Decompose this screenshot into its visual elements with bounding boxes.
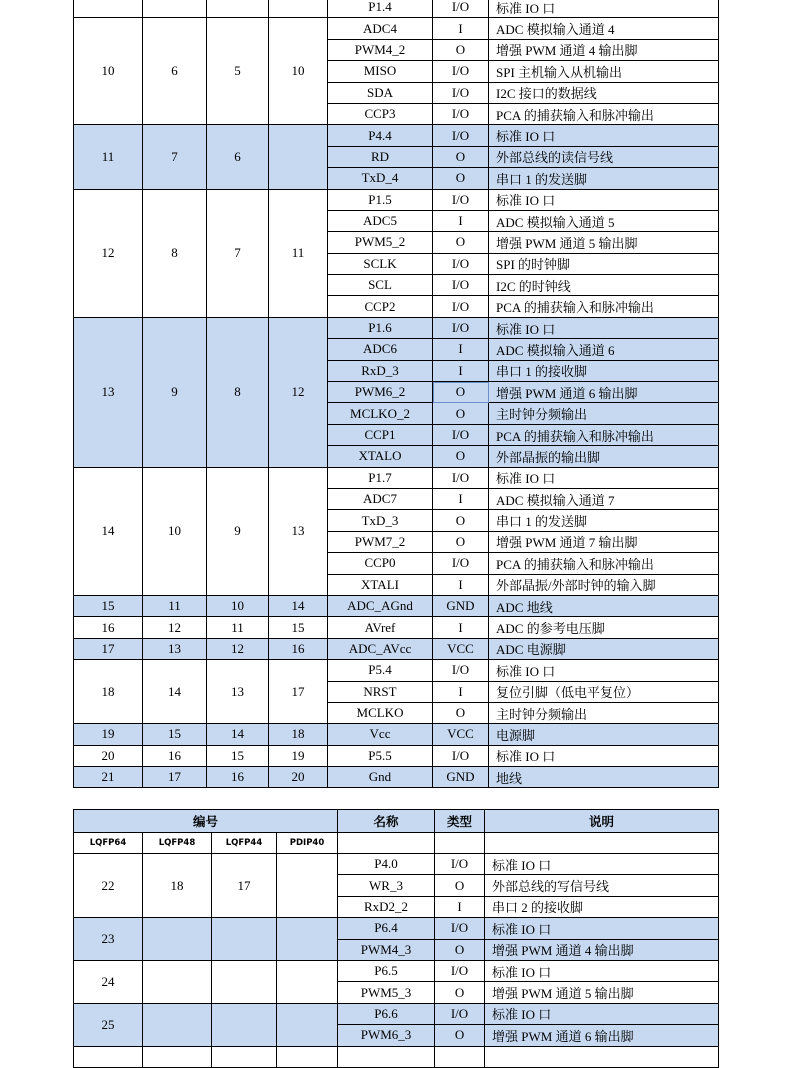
pin-name: P5.4 <box>328 660 433 681</box>
pin-lqfp44: 13 <box>207 660 269 724</box>
pin-type: I <box>433 18 489 39</box>
pin-pdip40: 19 <box>269 745 328 766</box>
pin-table-continued <box>73 0 719 788</box>
pin-name: ADC5 <box>328 210 433 231</box>
table-row <box>74 0 719 18</box>
pin-description: 外部总线的写信号线 <box>485 875 719 896</box>
pin-lqfp64: 21 <box>74 767 143 788</box>
pin-type: I/O <box>433 467 489 488</box>
pin-type: O <box>433 232 489 253</box>
pin-description: PCA 的捕获输入和脉冲输出 <box>489 296 719 317</box>
table-row <box>74 745 719 766</box>
pin-lqfp64 <box>74 0 143 18</box>
pin-lqfp64: 11 <box>74 125 143 189</box>
pin-type: O <box>435 939 485 960</box>
pin-name: WR_3 <box>338 875 435 896</box>
pin-description: 增强 PWM 通道 5 输出脚 <box>489 232 719 253</box>
pin-description: 增强 PWM 通道 4 输出脚 <box>489 39 719 60</box>
pin-description: 外部总线的读信号线 <box>489 146 719 167</box>
pin-description: 标准 IO 口 <box>489 0 719 18</box>
pin-lqfp44 <box>212 960 277 1003</box>
pin-lqfp48 <box>143 0 207 18</box>
pin-description: 标准 IO 口 <box>489 125 719 146</box>
pin-name: ADC6 <box>328 339 433 360</box>
pin-name: RxD2_2 <box>338 896 435 917</box>
pin-pdip40: 12 <box>269 317 328 467</box>
pin-name: P6.6 <box>338 1003 435 1024</box>
pin-description: 外部晶振的输出脚 <box>489 446 719 467</box>
pin-type: I <box>433 488 489 509</box>
pin-name: P1.4 <box>328 0 433 18</box>
pin-lqfp48: 9 <box>143 317 207 467</box>
pin-description: 标准 IO 口 <box>489 660 719 681</box>
pin-type: O <box>435 982 485 1003</box>
pin-description: 增强 PWM 通道 6 输出脚 <box>485 1025 719 1046</box>
pin-type: I/O <box>433 0 489 18</box>
pin-lqfp44: 8 <box>207 317 269 467</box>
pin-lqfp44 <box>212 1046 277 1067</box>
pin-name: SDA <box>328 82 433 103</box>
pin-type: O <box>433 510 489 531</box>
pin-lqfp64: 17 <box>74 638 143 659</box>
pin-type: I <box>433 210 489 231</box>
pin-description: 串口 2 的接收脚 <box>485 896 719 917</box>
table-row <box>74 638 719 659</box>
pin-description: ADC 的参考电压脚 <box>489 617 719 638</box>
pin-lqfp48: 12 <box>143 617 207 638</box>
pin-name: SCLK <box>328 253 433 274</box>
pin-description: 标准 IO 口 <box>485 960 719 981</box>
pin-type: I <box>433 574 489 595</box>
pin-lqfp44 <box>212 1003 277 1046</box>
subheader-lqfp64: LQFP64 <box>74 833 143 854</box>
pin-name: TxD_4 <box>328 168 433 189</box>
pin-name: MISO <box>328 61 433 82</box>
table-row <box>74 595 719 616</box>
pin-lqfp48: 15 <box>143 724 207 745</box>
pin-lqfp48: 18 <box>143 854 212 918</box>
pin-description: 增强 PWM 通道 4 输出脚 <box>485 939 719 960</box>
pin-type: I/O <box>435 918 485 939</box>
table-row <box>74 854 719 875</box>
pin-lqfp64: 13 <box>74 317 143 467</box>
pin-type: O <box>435 875 485 896</box>
subheader-pdip40: PDIP40 <box>277 833 338 854</box>
pin-description: ADC 模拟输入通道 4 <box>489 18 719 39</box>
pin-type: I/O <box>433 189 489 210</box>
pin-lqfp64: 24 <box>74 960 143 1003</box>
pin-type: I/O <box>433 275 489 296</box>
pin-name: NRST <box>328 681 433 702</box>
table-row <box>74 317 719 338</box>
pin-name: ADC_AVcc <box>328 638 433 659</box>
pin-description: 电源脚 <box>489 724 719 745</box>
pin-description: 标准 IO 口 <box>489 317 719 338</box>
pin-description: 外部晶振/外部时钟的输入脚 <box>489 574 719 595</box>
pin-lqfp44 <box>212 918 277 961</box>
header-number: 编号 <box>74 810 338 833</box>
pin-description: ADC 电源脚 <box>489 638 719 659</box>
pin-name: XTALI <box>328 574 433 595</box>
pin-name: PWM6_2 <box>328 382 433 403</box>
pin-lqfp64: 10 <box>74 18 143 125</box>
pin-type: I/O <box>433 745 489 766</box>
pin-description: 地线 <box>489 767 719 788</box>
pin-pdip40 <box>277 854 338 918</box>
pin-type: GND <box>433 767 489 788</box>
table-row <box>74 18 719 39</box>
pin-description: 标准 IO 口 <box>485 1003 719 1024</box>
table-row <box>74 767 719 788</box>
pin-type: I/O <box>433 61 489 82</box>
pin-name: CCP1 <box>328 424 433 445</box>
pin-description: ADC 模拟输入通道 7 <box>489 488 719 509</box>
pin-type: O <box>433 403 489 424</box>
pin-lqfp64: 20 <box>74 745 143 766</box>
pin-lqfp48: 10 <box>143 467 207 595</box>
pin-description: I2C 的时钟线 <box>489 275 719 296</box>
table-row <box>74 1003 719 1024</box>
pin-pdip40: 14 <box>269 595 328 616</box>
pin-type: I/O <box>435 854 485 875</box>
pin-name: P1.5 <box>328 189 433 210</box>
table-subheader-row <box>74 833 719 854</box>
pin-description: 标准 IO 口 <box>489 467 719 488</box>
pin-name <box>338 1046 435 1067</box>
pin-name: MCLKO_2 <box>328 403 433 424</box>
table-row <box>74 660 719 681</box>
pin-type: I/O <box>433 253 489 274</box>
pin-name: ADC4 <box>328 18 433 39</box>
pin-type: VCC <box>433 638 489 659</box>
pin-lqfp44: 7 <box>207 189 269 317</box>
pin-name: P5.5 <box>328 745 433 766</box>
pin-lqfp64 <box>74 1046 143 1067</box>
table-row <box>74 189 719 210</box>
pin-lqfp44: 12 <box>207 638 269 659</box>
pin-lqfp64: 25 <box>74 1003 143 1046</box>
pin-lqfp44: 10 <box>207 595 269 616</box>
pin-name: PWM4_2 <box>328 39 433 60</box>
pin-lqfp44: 16 <box>207 767 269 788</box>
pin-type: I/O <box>433 660 489 681</box>
pin-lqfp64: 22 <box>74 854 143 918</box>
pin-name: XTALO <box>328 446 433 467</box>
pin-lqfp64: 18 <box>74 660 143 724</box>
pin-lqfp64: 16 <box>74 617 143 638</box>
pin-type: O <box>433 382 489 403</box>
pin-pdip40 <box>277 1046 338 1067</box>
pin-type: I/O <box>433 103 489 124</box>
pin-lqfp44: 15 <box>207 745 269 766</box>
pin-lqfp48 <box>143 918 212 961</box>
pin-type: O <box>433 702 489 723</box>
header-name: 名称 <box>338 810 435 833</box>
pin-name: AVref <box>328 617 433 638</box>
pin-name: PWM5_2 <box>328 232 433 253</box>
pin-lqfp48 <box>143 1046 212 1067</box>
pin-type: I/O <box>435 960 485 981</box>
pin-type: I <box>435 896 485 917</box>
pin-pdip40: 13 <box>269 467 328 595</box>
pin-type: I/O <box>433 317 489 338</box>
pin-lqfp48 <box>143 1003 212 1046</box>
pin-type: I <box>433 681 489 702</box>
pin-type: O <box>433 39 489 60</box>
pin-lqfp48: 16 <box>143 745 207 766</box>
pin-pdip40: 16 <box>269 638 328 659</box>
pin-description: 标准 IO 口 <box>489 189 719 210</box>
pin-lqfp44: 17 <box>212 854 277 918</box>
pin-lqfp48: 6 <box>143 18 207 125</box>
subheader-lqfp48: LQFP48 <box>143 833 212 854</box>
pin-lqfp64: 14 <box>74 467 143 595</box>
pin-name: P4.4 <box>328 125 433 146</box>
pin-description: 标准 IO 口 <box>485 918 719 939</box>
table-row <box>74 467 719 488</box>
pin-description: 标准 IO 口 <box>485 854 719 875</box>
pin-description: 串口 1 的发送脚 <box>489 168 719 189</box>
pin-type: I/O <box>433 424 489 445</box>
pin-lqfp64: 19 <box>74 724 143 745</box>
pin-pdip40: 10 <box>269 18 328 125</box>
pin-name: P1.7 <box>328 467 433 488</box>
pin-name: Vcc <box>328 724 433 745</box>
pin-type: I <box>433 617 489 638</box>
pin-description: 串口 1 的发送脚 <box>489 510 719 531</box>
pin-lqfp64: 12 <box>74 189 143 317</box>
pin-lqfp48: 17 <box>143 767 207 788</box>
pin-lqfp48: 7 <box>143 125 207 189</box>
pin-type: VCC <box>433 724 489 745</box>
pin-name: TxD_3 <box>328 510 433 531</box>
pin-description <box>485 1046 719 1067</box>
subheader-lqfp44: LQFP44 <box>212 833 277 854</box>
table-row <box>74 1046 719 1067</box>
pin-table-next-page <box>73 809 719 1068</box>
table-header-row <box>74 810 719 833</box>
pin-lqfp64: 23 <box>74 918 143 961</box>
pin-lqfp44: 11 <box>207 617 269 638</box>
pin-lqfp48: 14 <box>143 660 207 724</box>
pin-pdip40 <box>269 0 328 18</box>
pin-type: O <box>433 446 489 467</box>
pin-name: PWM7_2 <box>328 531 433 552</box>
pin-type: I/O <box>433 553 489 574</box>
pin-description: 串口 1 的接收脚 <box>489 360 719 381</box>
pin-name: SCL <box>328 275 433 296</box>
pin-lqfp44: 9 <box>207 467 269 595</box>
pin-type: I <box>433 360 489 381</box>
pin-type: I/O <box>435 1003 485 1024</box>
pin-name: RxD_3 <box>328 360 433 381</box>
pin-name: ADC7 <box>328 488 433 509</box>
pin-pdip40 <box>269 125 328 189</box>
pin-description: ADC 模拟输入通道 6 <box>489 339 719 360</box>
pin-type <box>435 1046 485 1067</box>
pin-type: I/O <box>433 125 489 146</box>
table-row <box>74 918 719 939</box>
pin-type: I <box>433 339 489 360</box>
pin-description: 主时钟分频输出 <box>489 403 719 424</box>
table-row <box>74 960 719 981</box>
pin-description: ADC 模拟输入通道 5 <box>489 210 719 231</box>
pin-pdip40: 18 <box>269 724 328 745</box>
pin-type: O <box>433 168 489 189</box>
pin-description: SPI 主机输入从机输出 <box>489 61 719 82</box>
table-row <box>74 724 719 745</box>
pin-pdip40: 20 <box>269 767 328 788</box>
pin-name: PWM6_3 <box>338 1025 435 1046</box>
pin-pdip40 <box>277 960 338 1003</box>
table-row <box>74 125 719 146</box>
pin-name: PWM5_3 <box>338 982 435 1003</box>
pin-type: I/O <box>433 296 489 317</box>
pin-lqfp48 <box>143 960 212 1003</box>
pin-pdip40: 11 <box>269 189 328 317</box>
pin-lqfp44: 14 <box>207 724 269 745</box>
pin-name: PWM4_3 <box>338 939 435 960</box>
pin-description: 增强 PWM 通道 5 输出脚 <box>485 982 719 1003</box>
pin-type: O <box>433 531 489 552</box>
pin-lqfp44 <box>207 0 269 18</box>
pin-description: PCA 的捕获输入和脉冲输出 <box>489 424 719 445</box>
pin-lqfp48: 8 <box>143 189 207 317</box>
pin-description: PCA 的捕获输入和脉冲输出 <box>489 553 719 574</box>
pin-description: I2C 接口的数据线 <box>489 82 719 103</box>
pin-type: GND <box>433 595 489 616</box>
pin-description: 复位引脚（低电平复位） <box>489 681 719 702</box>
pin-pdip40 <box>277 918 338 961</box>
header-description: 说明 <box>485 810 719 833</box>
pin-name: P6.5 <box>338 960 435 981</box>
pin-type: O <box>435 1025 485 1046</box>
pin-name: P4.0 <box>338 854 435 875</box>
pin-name: ADC_AGnd <box>328 595 433 616</box>
pin-pdip40: 17 <box>269 660 328 724</box>
pin-name: CCP0 <box>328 553 433 574</box>
pin-lqfp64: 15 <box>74 595 143 616</box>
pin-description: 增强 PWM 通道 7 输出脚 <box>489 531 719 552</box>
pin-type: I/O <box>433 82 489 103</box>
pin-lqfp48: 13 <box>143 638 207 659</box>
pin-pdip40 <box>277 1003 338 1046</box>
pin-name: Gnd <box>328 767 433 788</box>
pin-description: SPI 的时钟脚 <box>489 253 719 274</box>
pin-lqfp48: 11 <box>143 595 207 616</box>
pin-pdip40: 15 <box>269 617 328 638</box>
pin-type: O <box>433 146 489 167</box>
pin-lqfp44: 6 <box>207 125 269 189</box>
pin-name: CCP2 <box>328 296 433 317</box>
pin-name: MCLKO <box>328 702 433 723</box>
pin-name: CCP3 <box>328 103 433 124</box>
pin-name: P1.6 <box>328 317 433 338</box>
pin-description: 增强 PWM 通道 6 输出脚 <box>489 382 719 403</box>
header-type: 类型 <box>435 810 485 833</box>
pin-name: RD <box>328 146 433 167</box>
pin-description: ADC 地线 <box>489 595 719 616</box>
pin-name: P6.4 <box>338 918 435 939</box>
pin-lqfp44: 5 <box>207 18 269 125</box>
pin-description: 主时钟分频输出 <box>489 702 719 723</box>
pin-description: 标准 IO 口 <box>489 745 719 766</box>
table-row <box>74 617 719 638</box>
pin-description: PCA 的捕获输入和脉冲输出 <box>489 103 719 124</box>
